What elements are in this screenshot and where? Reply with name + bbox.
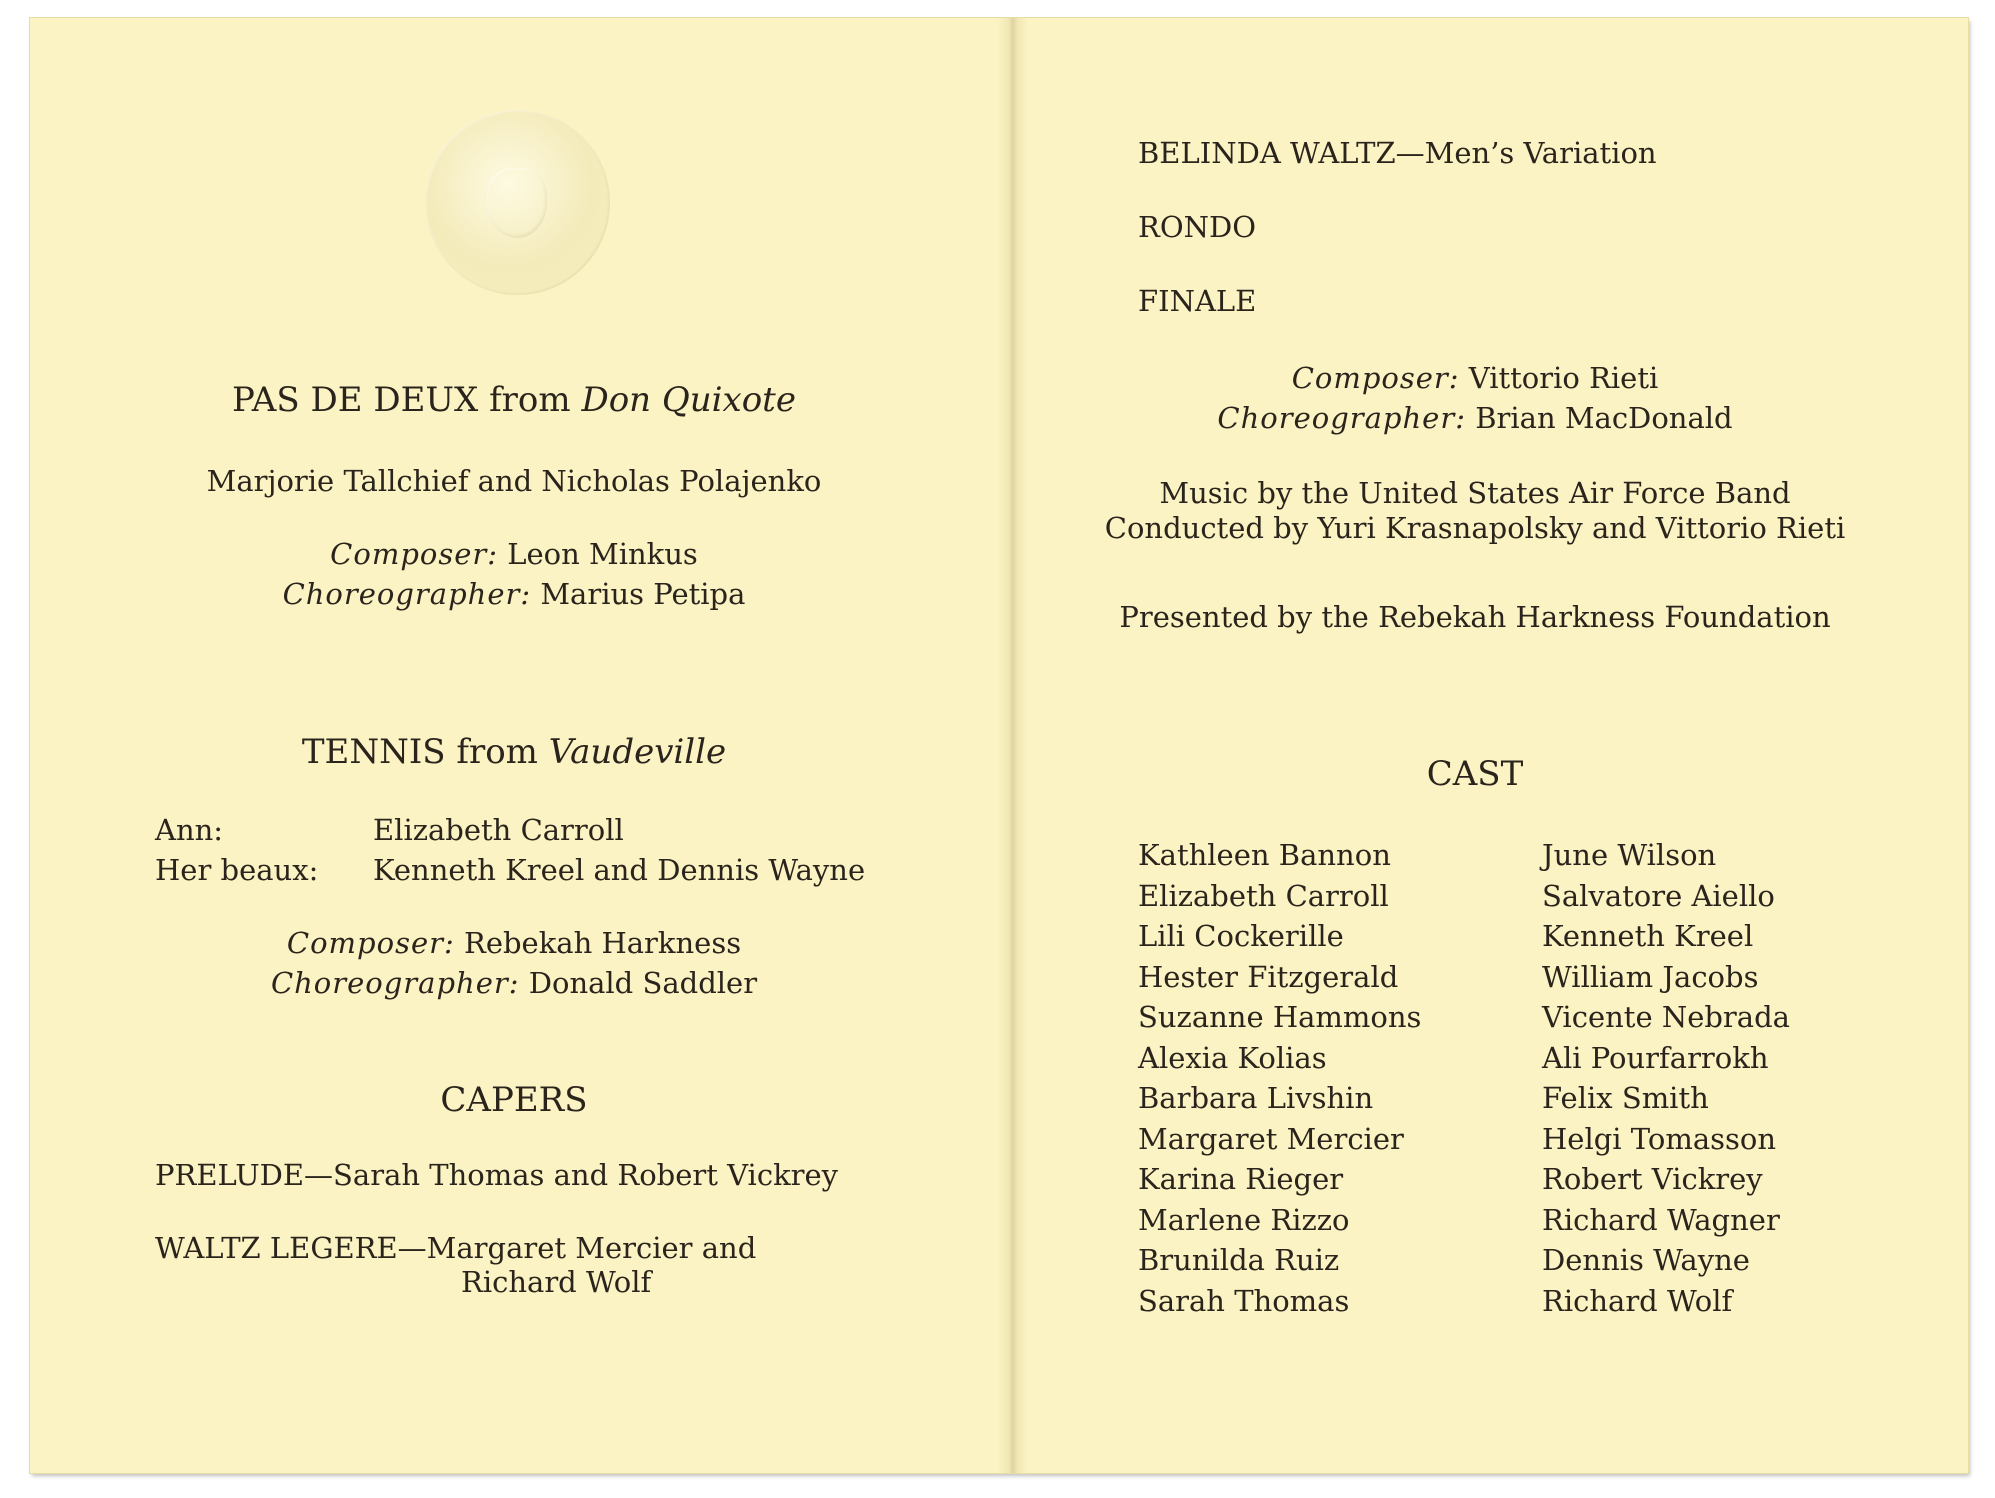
center-fold bbox=[998, 18, 1028, 1473]
section-belinda-waltz: BELINDA WALTZ—Men’s Variation bbox=[1138, 136, 1657, 170]
cast-title: CAST bbox=[1426, 754, 1524, 794]
dancer-ann: Elizabeth Carroll bbox=[373, 813, 624, 847]
cast-member: Ali Pourfarrokh bbox=[1542, 1040, 1769, 1075]
program-card bbox=[30, 18, 1968, 1473]
cast-member: Karina Rieger bbox=[1138, 1162, 1344, 1196]
composer-credit: Composer: Leon Minkus bbox=[330, 537, 698, 571]
section-finale: FINALE bbox=[1138, 284, 1257, 318]
cast-member: Lili Cockerille bbox=[1138, 919, 1344, 953]
cast-member: Alexia Kolias bbox=[1138, 1040, 1327, 1075]
cast-member: Salvatore Aiello bbox=[1542, 878, 1775, 913]
composer-credit: Composer: Vittorio Rieti bbox=[1291, 361, 1659, 395]
tennis-title bbox=[30, 732, 998, 772]
cast-member: Kathleen Bannon bbox=[1138, 838, 1391, 872]
cast-member: Felix Smith bbox=[1542, 1081, 1709, 1115]
dancer-her-beaux: Kenneth Kreel and Dennis Wayne bbox=[373, 853, 866, 887]
cast-member: Elizabeth Carroll bbox=[1138, 878, 1389, 913]
section-rondo: RONDO bbox=[1138, 210, 1257, 244]
cast-member: Margaret Mercier bbox=[1138, 1121, 1404, 1156]
music-credit: Music by the United States Air Force Band Conducted by Yuri Krasnapolsky and Vittorio Rieti bbox=[1104, 476, 1846, 545]
choreographer-credit: Choreographer: Marius Petipa bbox=[282, 577, 746, 611]
don-quixote-credits bbox=[30, 534, 998, 614]
cast-member: Sarah Thomas bbox=[1138, 1283, 1350, 1318]
cast-member: Robert Vickrey bbox=[1542, 1162, 1763, 1196]
cast-member: Helgi Tomasson bbox=[1542, 1121, 1777, 1156]
don-quixote-dancers: Marjorie Tallchief and Nicholas Polajenko bbox=[206, 464, 822, 498]
cast-member: William Jacobs bbox=[1542, 959, 1759, 994]
cast-list-left bbox=[1138, 835, 1421, 1321]
cast-member: Suzanne Hammons bbox=[1138, 1000, 1422, 1034]
don-quixote-work: Don Quixote bbox=[581, 380, 796, 420]
cast-member: Kenneth Kreel bbox=[1542, 919, 1754, 953]
cast-member: Brunilda Ruiz bbox=[1138, 1243, 1340, 1277]
cast-member: Dennis Wayne bbox=[1542, 1243, 1750, 1277]
cast-member: Barbara Livshin bbox=[1138, 1081, 1374, 1115]
don-quixote-title bbox=[30, 380, 998, 420]
capers-title: CAPERS bbox=[440, 1080, 588, 1120]
role-her-beaux: Her beaux: bbox=[155, 853, 319, 887]
tennis-title-text: TENNIS from bbox=[301, 732, 538, 772]
right-page bbox=[1028, 18, 1968, 1473]
cast-member: Richard Wolf bbox=[1542, 1283, 1733, 1318]
capers-credits bbox=[1082, 358, 1868, 438]
cast-member: Marlene Rizzo bbox=[1138, 1202, 1350, 1237]
cast-member: Vicente Nebrada bbox=[1542, 1000, 1790, 1034]
cast-list-right bbox=[1542, 835, 1790, 1321]
presented-by: Presented by the Rebekah Harkness Foundation bbox=[1119, 600, 1831, 634]
capers-waltz-line1: WALTZ LEGERE—Margaret Mercier and bbox=[155, 1231, 757, 1265]
left-page bbox=[30, 18, 998, 1473]
choreographer-credit: Choreographer: Donald Saddler bbox=[270, 966, 758, 1000]
tennis-work: Vaudeville bbox=[548, 732, 727, 772]
tennis-credits bbox=[30, 923, 998, 1003]
capers-prelude: PRELUDE—Sarah Thomas and Robert Vickrey bbox=[155, 1158, 839, 1192]
composer-credit: Composer: Rebekah Harkness bbox=[286, 926, 742, 960]
don-quixote-title-text: PAS DE DEUX from bbox=[232, 380, 571, 420]
cast-member: Hester Fitzgerald bbox=[1138, 959, 1399, 994]
choreographer-credit: Choreographer: Brian MacDonald bbox=[1217, 401, 1733, 435]
capers-waltz-line2: Richard Wolf bbox=[461, 1265, 652, 1299]
role-ann: Ann: bbox=[155, 813, 224, 847]
cast-member: Richard Wagner bbox=[1542, 1202, 1780, 1237]
cast-member: June Wilson bbox=[1542, 838, 1717, 872]
